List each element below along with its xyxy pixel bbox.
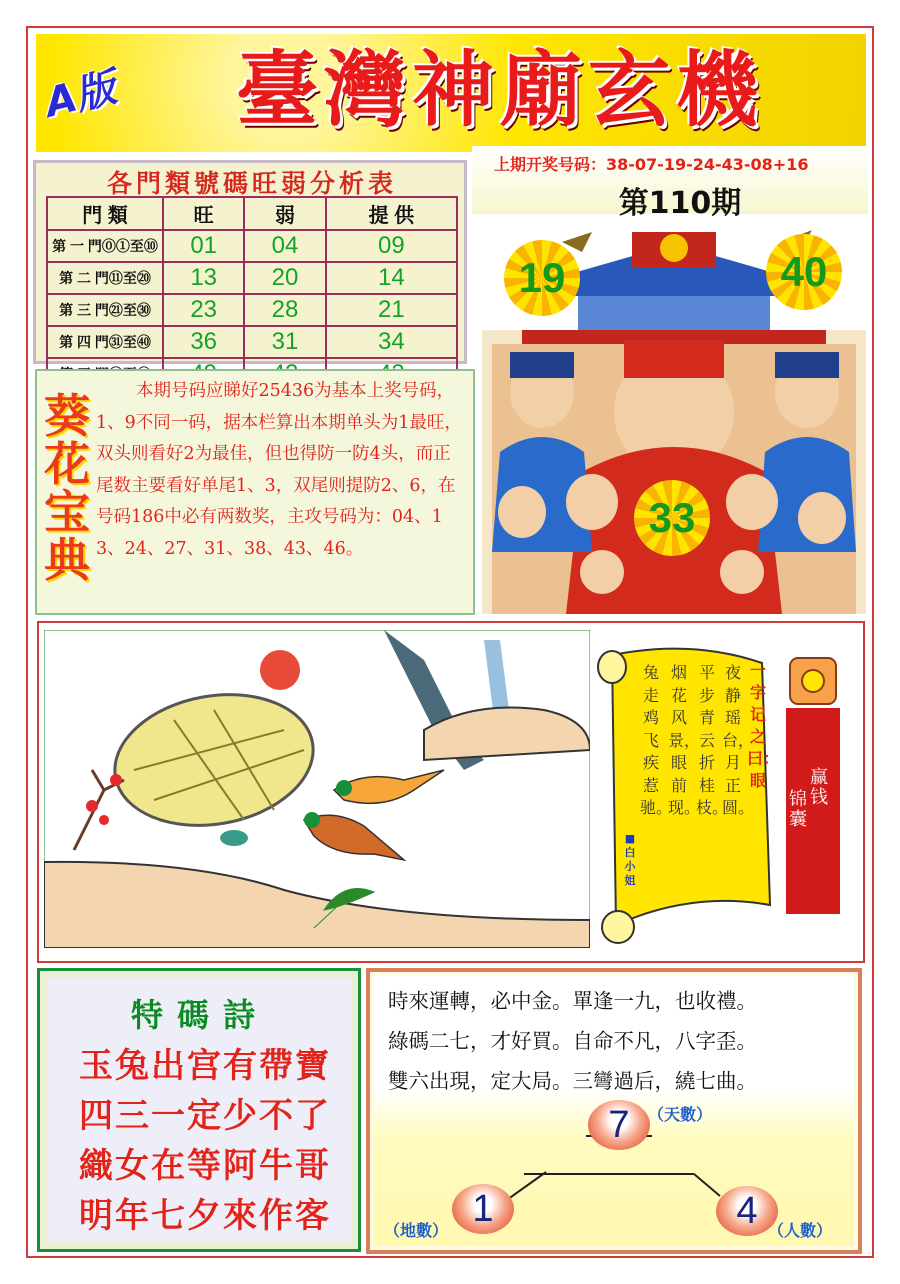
weak-cell: 31: [244, 326, 325, 358]
scroll-signature: ■白小姐: [624, 832, 636, 887]
number-ball: 19: [504, 240, 580, 316]
column-header: 弱: [244, 197, 325, 230]
offer-cell: 14: [326, 262, 457, 294]
verse-line: 雙六出現，定大局。三彎過后，繞七曲。: [388, 1069, 757, 1093]
verse-line: 綠碼二七，才好買。自命不凡，八字歪。: [388, 1029, 757, 1053]
group-cell: 第 四 門㉛至㊵: [47, 326, 163, 358]
page-title: 臺灣神廟玄機: [235, 42, 764, 138]
banner-text: 赢钱: [810, 767, 828, 808]
table-row: [47, 230, 457, 262]
table-row: [47, 294, 457, 326]
heaven-label: （天數）: [648, 1105, 713, 1124]
hint-title-char: 宝: [44, 485, 90, 539]
banner-text: 锦囊: [789, 789, 807, 830]
scroll-line: 兔走鸡飞疾惹驰。: [640, 663, 673, 817]
scroll-line: 平步青云折桂枝。: [696, 663, 729, 817]
man-label: （人數）: [768, 1221, 833, 1240]
earth-label: （地數）: [384, 1221, 449, 1240]
poem-title: 特碼詩: [130, 996, 269, 1034]
analysis-table-title: 各門類號碼旺弱分析表: [106, 169, 397, 198]
group-cell: 第 三 門㉑至㉚: [47, 294, 163, 326]
number-ball: 40: [766, 234, 842, 310]
table-row: [47, 326, 457, 358]
scroll-line: 烟花风景，眼前现。: [668, 663, 701, 817]
weak-cell: 20: [244, 262, 325, 294]
edition-badge: A版: [40, 64, 121, 127]
column-header: 提 供: [326, 197, 457, 230]
strong-cell: 01: [163, 230, 244, 262]
scroll-line: 夜静瑶台，月正圆。: [722, 663, 755, 817]
hint-title: [42, 389, 92, 592]
hint-text: 本期号码应睇好25436为基本上奖号码，1、9不同一码，据本栏算出本期单头为1最旺，双头则看好2为最佳，但也得防一防4头，而正尾数主要看好单尾1、3，双尾则提防2、6，在号码186中必有两数奖，主攻号码为：04、13、24、27、31、38、43、46。: [96, 381, 462, 559]
strong-cell: 23: [163, 294, 244, 326]
birds-basket-painting: [44, 630, 590, 948]
poem-line: 四三一定少不了: [79, 1096, 331, 1136]
heaven-number-ball: 7: [588, 1100, 650, 1150]
offer-cell: 34: [326, 326, 457, 358]
table-header-row: [47, 197, 457, 230]
group-cell: 第 二 門⑪至⑳: [47, 262, 163, 294]
column-header: 門 類: [47, 197, 163, 230]
poem-line: 織女在等阿牛哥: [79, 1146, 331, 1186]
strong-cell: 13: [163, 262, 244, 294]
poem-line: 玉兔出宫有帶寶: [79, 1046, 331, 1086]
man-number-ball: 4: [716, 1186, 778, 1236]
number-ball: 33: [634, 480, 710, 556]
offer-cell: 21: [326, 294, 457, 326]
money-bag-icon: [786, 652, 840, 708]
weak-cell: 04: [244, 230, 325, 262]
earth-number-ball: 1: [452, 1184, 514, 1234]
analysis-table: [46, 196, 458, 391]
offer-cell: 09: [326, 230, 457, 262]
previous-draw-numbers: 上期开奖号码：38-07-19-24-43-08+16: [494, 155, 809, 174]
weak-cell: 28: [244, 294, 325, 326]
group-cell: 第 一 門⓪①至⑩: [47, 230, 163, 262]
scroll-title: 一字记之曰：眼: [747, 661, 780, 790]
hint-title-char: 典: [44, 533, 90, 587]
strong-cell: 36: [163, 326, 244, 358]
hint-title-char: 葵: [44, 389, 90, 443]
table-row: [47, 262, 457, 294]
column-header: 旺: [163, 197, 244, 230]
verse-line: 時來運轉，必中金。單逢一九，也收禮。: [388, 989, 757, 1013]
poem-line: 明年七夕來作客: [79, 1196, 331, 1236]
issue-number: 第110期: [618, 186, 742, 221]
hint-title-char: 花: [44, 437, 90, 491]
